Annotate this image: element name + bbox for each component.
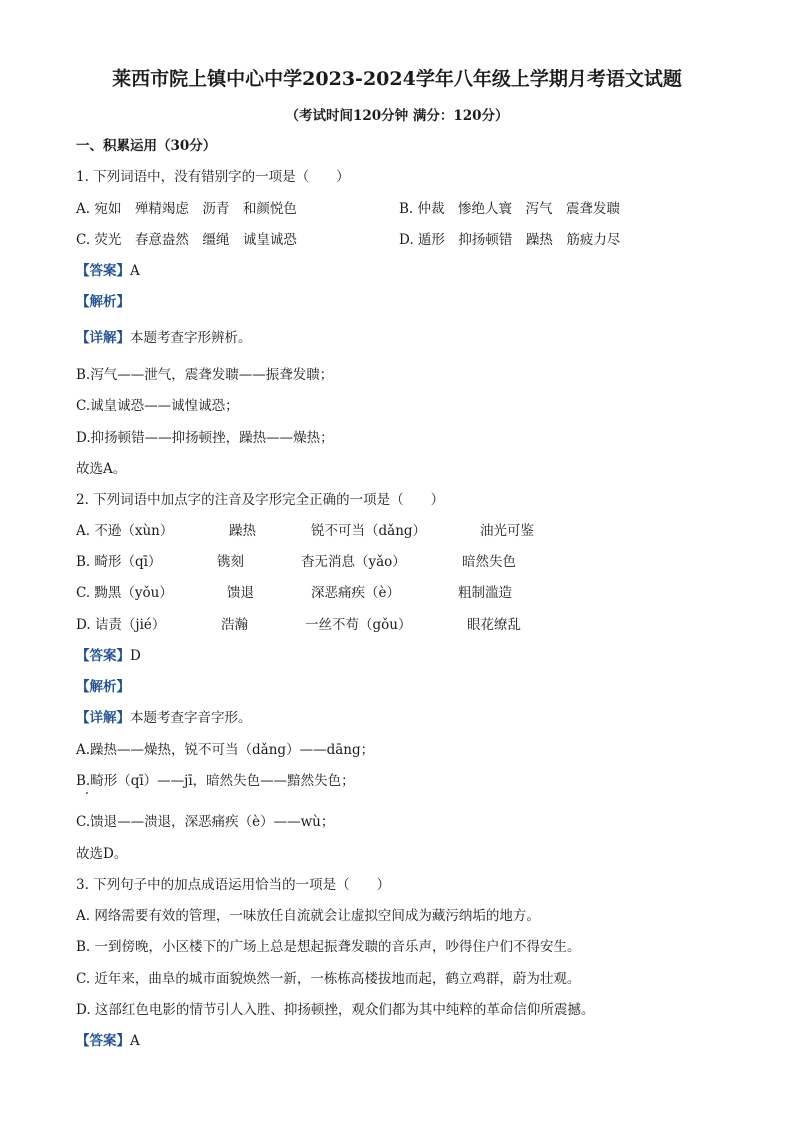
detail-text: 本题考查字音字形。 [130, 710, 252, 726]
question-1-option-a: A. 宛如 殚精竭虑 沥青 和颜悦色 [76, 201, 297, 217]
question-2-option-b-3: 杳无消息（yǎo） [301, 554, 406, 570]
detail-tag: 【详解】 [76, 330, 130, 346]
question-2-option-c-4: 粗制滥造 [458, 585, 512, 601]
stray-dot [86, 792, 88, 794]
answer-tag: 【答案】 [76, 1033, 130, 1049]
answer-value: A [130, 1033, 140, 1049]
question-2-analysis-heading [76, 678, 130, 696]
section-heading: 一、积累运用（30分） [76, 138, 217, 154]
question-2-explain-line: C.馈退——溃退，深恶痛疾（è）——wù； [76, 814, 335, 830]
question-2-option-c-3: 深恶痛疾（è） [311, 585, 400, 601]
question-2-option-c-1: C. 黝黑（yǒu） [76, 585, 173, 601]
question-1-explain-line: B.泻气——泄气，震聋发聩——振聋发聩； [76, 367, 334, 383]
question-2-option-a-1: A. 不逊（xùn） [76, 523, 174, 539]
question-2-detail [76, 709, 252, 727]
question-1-option-c: C. 荧光 春意盎然 缰绳 诚皇诚恐 [76, 232, 297, 248]
question-2-option-a-2: 躁热 [229, 523, 256, 539]
page-title: 莱西市院上镇中心中学2023-2024学年八年级上学期月考语文试题 [112, 68, 682, 90]
question-1-detail [76, 329, 252, 347]
question-1-answer [76, 262, 140, 280]
exam-info: （考试时间120分钟 满分：120分） [285, 108, 509, 124]
question-1-stem: 1. 下列词语中，没有错别字的一项是（ ） [76, 169, 350, 185]
question-2-option-b-4: 暗然失色 [462, 554, 516, 570]
question-3-option-b: B. 一到傍晚，小区楼下的广场上总是想起振聋发聩的音乐声，吵得住户们不得安生。 [76, 939, 581, 955]
question-3-option-a: A. 网络需要有效的管理，一味放任自流就会让虚拟空间成为藏污纳垢的地方。 [76, 908, 540, 924]
question-2-option-d-2: 浩瀚 [221, 617, 248, 633]
question-2-option-b-2: 镌刻 [217, 554, 244, 570]
answer-value: A [130, 263, 140, 279]
question-1-option-d: D. 遁形 抑扬顿错 躁热 筋疲力尽 [399, 232, 621, 248]
question-1-explain-line: D.抑扬顿错——抑扬顿挫，躁热——燥热； [76, 430, 334, 446]
detail-text: 本题考查字形辨析。 [130, 330, 252, 346]
question-3-option-c: C. 近年来，曲阜的城市面貌焕然一新，一栋栋高楼拔地而起，鹤立鸡群，蔚为壮观。 [76, 971, 581, 987]
answer-value: D [130, 648, 141, 664]
question-2-option-d-3: 一丝不苟（gǒu） [305, 617, 412, 633]
question-2-option-a-3: 锐不可当（dǎng） [311, 523, 427, 539]
question-2-answer [76, 647, 141, 665]
analysis-tag: 【解析】 [76, 679, 130, 695]
question-1-conclusion: 故选A。 [76, 461, 127, 477]
question-3-stem: 3. 下列句子中的加点成语运用恰当的一项是（ ） [76, 877, 391, 893]
question-2-option-c-2: 馈退 [227, 585, 254, 601]
analysis-tag: 【解析】 [76, 294, 130, 310]
question-1-explain-line: C.诚皇诚恐——诚惶诚恐； [76, 398, 239, 414]
detail-tag: 【详解】 [76, 710, 130, 726]
question-2-option-d-4: 眼花缭乱 [467, 617, 521, 633]
question-2-option-a-4: 油光可鉴 [480, 523, 534, 539]
question-2-stem: 2. 下列词语中加点字的注音及字形完全正确的一项是（ ） [76, 492, 445, 508]
question-2-explain-line: B.畸形（qī）——jī，暗然失色——黯然失色； [76, 773, 355, 789]
question-2-explain-line: A.躁热——燥热，锐不可当（dǎng）——dāng； [76, 742, 375, 758]
question-1-option-b: B. 仲裁 惨绝人寰 泻气 震聋发聩 [399, 201, 621, 217]
question-3-answer [76, 1032, 140, 1050]
answer-tag: 【答案】 [76, 648, 130, 664]
question-2-conclusion: 故选D。 [76, 846, 128, 862]
question-2-option-d-1: D. 诘责（jié） [76, 617, 166, 633]
question-3-option-d: D. 这部红色电影的情节引人入胜、抑扬顿挫，观众们都为其中纯粹的革命信仰所震撼。 [76, 1002, 595, 1018]
answer-tag: 【答案】 [76, 263, 130, 279]
question-2-option-b-1: B. 畸形（qī） [76, 554, 162, 570]
question-1-analysis-heading [76, 293, 130, 311]
